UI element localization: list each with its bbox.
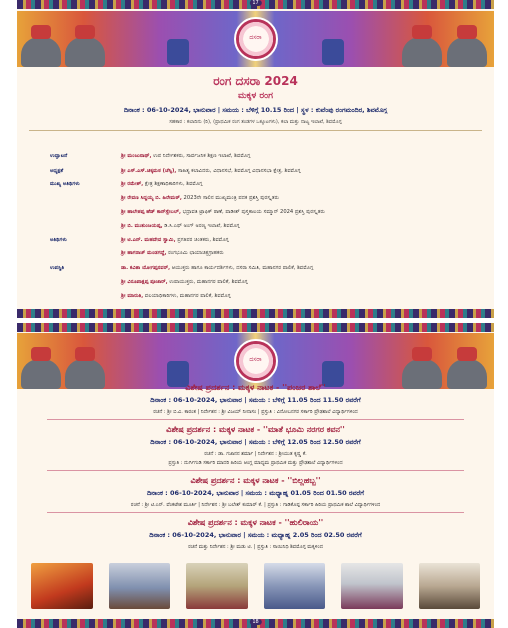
event-credits: ರಚನೆ : ಶ್ರೀ ಬಿ.ವಿ. ಕಾರಂತ | ನಿರ್ದೇಶನ : ಶ್ರೀ ವಿಜಯ್ ನೀನಾಸಂ | ಪ್ರಸ್ತುತಿ : ವಿನೋಬನಗರ ಸರ್ಕಾರಿ ಪ್ರೌಢಶಾಲೆ ವಿದ್ಯಾರ್ಥಿಗಳಿಂದ [153,409,358,415]
elephant-right-2-icon [447,37,487,67]
page-number: 18 [249,619,261,625]
page-number: 17 [249,0,261,6]
dasara-logo: ದಸರಾ [234,17,278,61]
event-credits: ರಚನೆ : ಶ್ರೀ ಟಿ.ಎನ್. ವೆಂಕಟೇಶ ಮೂರ್ತಿ | ನಿರ್ದೇಶನ : ಶ್ರೀ ಬಲೇಶ್ ಕುಮಾರ್ ಕೆ. | ಪ್ರಸ್ತುತಿ : ಗಾಡಿಕೊಪ್ಪ ಸರ್ಕಾರಿ ಹಿರಿಯ ಪ್ರಾಥಮಿಕ ಶಾಲೆ ವಿದ್ಯಾರ್ಥಿಗಳಿಂದ [130,502,381,508]
event-meta: ದಿನಾಂಕ : 06-10-2024, ಭಾನುವಾರ | ಸಮಯ : ಮಧ್ಯಾಹ್ನ 01.05 ರಿಂದ 01.50 ರವರೆಗೆ [146,489,364,497]
list-item: ಅಧ್ಯಕ್ಷತೆ ಶ್ರೀ ಎಸ್.ಎಸ್.ಚಿಕ್ಕಮಠ (ಚೆಸ್ಸಿ), ಸಾಹಿತ್ಯ ಕಲಾವಿದರು, ವಿಧಾನಸಭೆ, ಶಿವಮೊಗ್ಗ ವಿಧಾನಸಭಾ ಕ್ಷೇತ್ರ, ಶಿವಮೊಗ್ಗ [50,168,301,174]
photo-strip [31,563,480,609]
header-banner [17,11,494,67]
event-credits: ರಚನೆ : ಡಾ. ಗಜಾನನ ಶರ್ಮಾ | ನಿರ್ದೇಶನ : ಶ್ರೀಯುತ ಕೃಷ್ಣ ಕೆ. [204,451,307,457]
list-item: ಉಪಸ್ಥಿತಿ ಡಾ. ಕವಿತಾ ಯೋಗಪ್ಪನವರ್, ಆಯುಕ್ತರು ಹಾಗೂ ಕಾರ್ಯದರ್ಶಿಗಳು, ದಸರಾ ಸಮಿತಿ, ಮಹಾನಗರ ಪಾಲಿಕೆ, ಶಿವಮೊಗ್ಗ [50,265,314,271]
elephant-left-2-icon [65,37,105,67]
event-meta: ದಿನಾಂಕ : 06-10-2024, ಭಾನುವಾರ | ಸಮಯ : ಬೆಳಿಗ್ಗೆ 11.05 ರಿಂದ 11.50 ರವರೆಗೆ [150,396,361,404]
photo-children-dance [419,563,481,609]
header-banner [17,333,494,389]
page-subtitle: ಮಕ್ಕಳ ರಂಗ [237,91,274,101]
elephant-left-icon [21,37,61,67]
list-item: ಉದ್ಘಾಟನೆ ಶ್ರೀ ಮಂಜುನಾಥ್, ಉಪ ನಿರ್ದೇಶಕರು, ಸಾರ್ವಜನಿಕ ಶಿಕ್ಷಣ ಇಲಾಖೆ, ಶಿವಮೊಗ್ಗ [50,153,251,159]
event-heading: ವಿಶೇಷ ಪ್ರದರ್ಶನ : ಮಕ್ಕಳ ನಾಟಕ - ''ಮಾತೆ ಭೂಮಿ ನರಗರ ಕವನ'' [166,425,345,434]
list-item: ಶ್ರೀ ಬಿ. ಮುತುಂಜಯಪ್ಪ, ಡಿ.ಸಿ.ಎಫ್ ಅಂಗ್ ಅರಣ್ಯ ಇಲಾಖೆ, ಶಿವಮೊಗ್ಗ [121,223,240,229]
elephant-right-icon [402,37,442,67]
bottom-border [17,309,494,318]
divider [29,130,482,131]
organizer-line: ಸಹಕಾರ : ಕಲಾದಿನು (ರಿ), (ಪ್ರಾಥಮಿಕ ರಂಗ ತಂಡಗಳ ಒಕ್ಕೂಟಗಳು), ಕಲಾ ಮತ್ತು ನಾಟ್ಯ ಇಲಾಖೆ, ಶಿವಮೊಗ್ಗ [169,119,342,125]
photo-stage-dancers [186,563,248,609]
event-meta: ದಿನಾಂಕ : 06-10-2024, ಭಾನುವಾರ | ಸಮಯ : ಬೆಳಿಗ್ಗೆ 10.15 ರಿಂದ | ಸ್ಥಳ : ಕುವೆಂಪು ರಂಗಮಂದಿರ, ಶಿವಮೊಗ್ಗ [123,106,388,114]
photo-performer-stage [341,563,403,609]
list-item: ಶ್ರೀ ಹಾಲೇಶಪ್ಪ ಹೆಡ್ ಕಾನ್‌ಸ್ಟೇಬಲ್, ಭದ್ರಾವತಿ ಟ್ರಾಫಿಕ್ ಠಾಣೆ, ಪಾಡೀಶ್ ಪುಸ್ತಕಾಲಯ ಸಮ್ಮಾನ್ 2024 ಪ್ರಶಸ್ತಿ ಪುರಸ್ಕೃತರು [121,209,325,215]
photo-tiger-costume [31,563,93,609]
event-meta: ದಿನಾಂಕ : 06-10-2024, ಭಾನುವಾರ | ಸಮಯ : ಮಧ್ಯಾಹ್ನ 2.05 ರಿಂದ 02.50 ರವರೆಗೆ [149,531,362,539]
event-heading: ವಿಶೇಷ ಪ್ರದರ್ಶನ : ಮಕ್ಕಳ ನಾಟಕ - ''ಹುಲಿರಾಯ'' [187,518,324,527]
divider [47,512,464,513]
list-item: ಅತಿಥಿಗಳು ಶ್ರೀ ಟಿ.ಎನ್. ಮಹದೇವ ಸ್ವಾಮಿ, ಪ್ರಗತಿಪರ ಚಿಂತಕರು, ಶಿವಮೊಗ್ಗ [50,237,229,243]
list-item: ಶ್ರೀ ವಿರೂಪಾಕ್ಷಪ್ಪ ಪೂಜಾರ್, ಉಪಾಯುಕ್ತರು, ಮಹಾನಗರ ಪಾಲಿಕೆ, ಶಿವಮೊಗ್ಗ [121,279,248,285]
event-credits-presenter: ಪ್ರಸ್ತುತಿ : ದುರ್ಗಿಗುಡಿ ಸರ್ಕಾರಿ ಮಾದರಿ ಹಿರಿಯ ಆಂಗ್ಲ ಮಾಧ್ಯಮ ಪ್ರಾಥಮಿಕ ಮತ್ತು ಪ್ರೌಢಶಾಲೆ ವಿದ್ಯಾರ್ಥಿಗಳಿಂದ [168,460,343,466]
event-heading: ವಿಶೇಷ ಪ್ರದರ್ಶನ : ಮಕ್ಕಳ ನಾಟಕ - ''ಪಂಜರ ಶಾಲೆ'' [185,383,326,392]
event-heading: ವಿಶೇಷ ಪ್ರದರ್ಶನ : ಮಕ್ಕಳ ನಾಟಕ - ''ಬಿಲ್ಲಹಬ್ಬ'' [190,476,321,485]
photo-children-costumes [109,563,171,609]
divider [47,419,464,420]
event-meta: ದಿನಾಂಕ : 06-10-2024, ಭಾನುವಾರ | ಸಮಯ : ಬೆಳಿಗ್ಗೆ 12.05 ರಿಂದ 12.50 ರವರೆಗೆ [150,438,361,446]
list-item: ಶ್ರೀ ರೇವಣ ಸಿದ್ದಯ್ಯ ಬಿ. ಹಿರೇಮಠ್, 2023ನೇ ಸಾಲಿನ ಮುಖ್ಯಮಂತ್ರಿ ಪದಕ ಪ್ರಶಸ್ತಿ ಪುರಸ್ಕೃತರು [121,195,280,201]
dasara-logo: ದಸರಾ [234,339,278,383]
bottom-border [17,619,494,628]
list-item: ಮುಖ್ಯ ಅತಿಥಿಗಳು ಶ್ರೀ ರಮೇಶ್, ಕ್ಷೇತ್ರ ಶಿಕ್ಷಣಾಧಿಕಾರಿಗಳು, ಶಿವಮೊಗ್ಗ [50,181,203,187]
list-item: ಶ್ರೀ ಹಾಗರಾಜ್ ಮಂಡಗದ್ದೆ, ರಂಗಭೂಮಿ ಛಾಯಾಚಿತ್ರಗ್ರಾಹಕರು [121,250,224,256]
program-page-2 [17,323,494,628]
program-page-1 [17,0,494,318]
photo-children-group [264,563,326,609]
divider [47,470,464,471]
performer-figure-icon [167,39,189,65]
event-credits: ರಚನೆ ಮತ್ತು ನಿರ್ದೇಶನ : ಶ್ರೀ ಮಡು ಟಿ. | ಪ್ರಸ್ತುತಿ : ಸಾಯಿನಿಧಿ ಶಿವಮೊಗ್ಗ ಮಕ್ಕಳಿಂದ [188,544,323,550]
top-border [17,323,494,332]
performer-figure-icon [322,39,344,65]
page-title: ರಂಗ ದಸರಾ 2024 [213,74,298,88]
top-border [17,0,494,9]
list-item: ಶ್ರೀ ಮಾರುತಿ, ವಲಯಾಧಿಕಾರಿಗಳು, ಮಹಾನಗರ ಪಾಲಿಕೆ, ಶಿವಮೊಗ್ಗ [121,293,231,299]
